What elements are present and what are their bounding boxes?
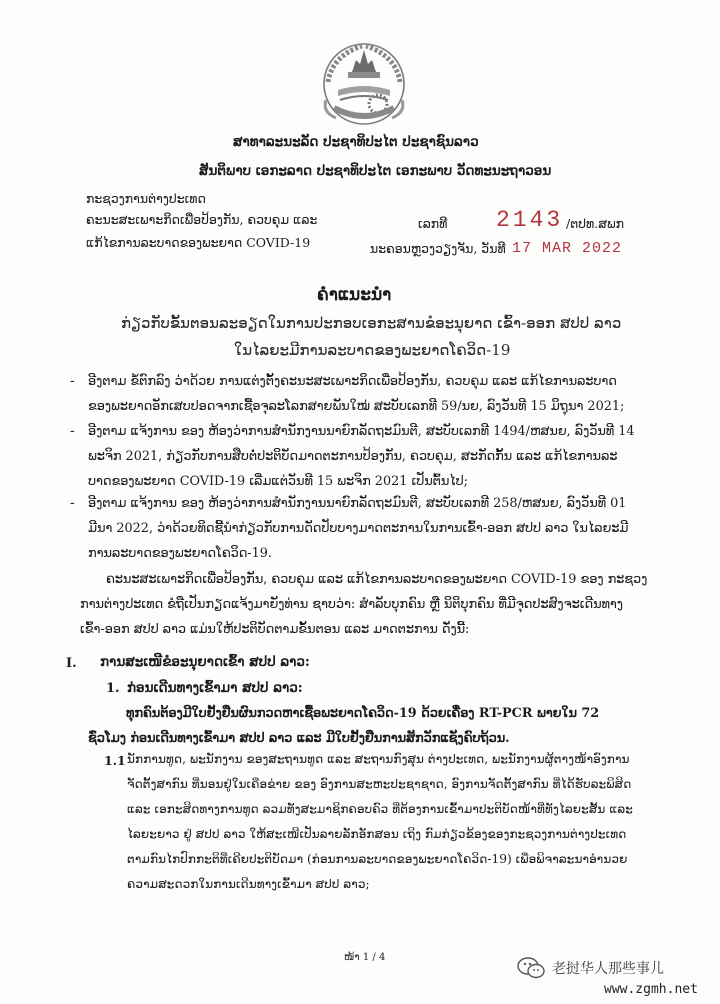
watermark-url: www.zgmh.net (604, 982, 698, 997)
taskforce-name-cont: ແກ້ໄຂການລະບາດຂອງພະຍາດ COVID-19 (86, 235, 311, 250)
reference-suffix: /ຕປທ.ສພກ (566, 216, 624, 231)
subsection-number: 1. (106, 681, 120, 696)
ministry-name: ກະຊວງການຕ່າງປະເທດ (86, 191, 206, 206)
reference-item-1: ອີງຕາມ ຂໍ້ຕົກລົງ ວ່າດ້ວຍ ການແຕ່ງຕັ້ງຄະນະສະເພາະກິດເພື່ອປ້ອງກັນ, ຄວບຄຸມ ແລະ ແກ້ໄຂການລະບາດ ຂອງພະຍາດອັກເສບປອດຈາກເຊື້ອຈຸລະໂລກສາຍພັນໃໝ່ ສະບັບເລກທີ 59/ນຍ, ລົງວັນທີ 15 ມິຖຸນາ 2021; (88, 374, 625, 414)
taskforce-name: ຄະນະສະເພາະກິດເພື່ອປ້ອງກັນ, ຄວບຄຸມ ແລະ (86, 212, 318, 227)
reference-item-2: ອີງຕາມ ແຈ້ງການ ຂອງ ຫ້ອງວ່າການສຳນັກງານນາຍົກລັດຖະມົນຕີ, ສະບັບເລກທີ 1494/ຫສນຍ, ລົງວັນທີ 14 ພະຈິກ 2021, ກ່ຽວກັບການສືບຕໍ່ປະຕິບັດມາດຕະການປ້ອງກັນ, ຄວບຄຸມ, ສະກັດກັ້ນ ແລະ ແກ້ໄຂການລະ ບາດຂອງພະຍາດ COVID-19 ເລີ່ມແຕ່ວັນທີ 15 ພະຈິກ 2021 ເປັນຕົ້ນໄປ; (88, 424, 635, 489)
intro-first-line: ຄະນະສະເພາະກິດເພື່ອປ້ອງກັນ, ຄວບຄຸມ ແລະ ແກ້ໄຂການລະບາດຂອງພະຍາດ COVID-19 ຂອງ ກະຊວງ (106, 572, 648, 587)
subsection-heading: ກ່ອນເດີນທາງເຂົ້າມາ ສປປ ລາວ: (127, 680, 303, 696)
wechat-icon (516, 956, 546, 980)
date-stamp: 17 MAR 2022 (512, 240, 623, 257)
reference-item-3: ອີງຕາມ ແຈ້ງການ ຂອງ ຫ້ອງວ່າການສຳນັກງານນາຍົກລັດຖະມົນຕີ, ສະບັບເລກທີ 258/ຫສນຍ, ລົງວັນທີ 01 ມີນາ 2022, ວ່າດ້ວຍທິດຊີ້ນຳກ່ຽວກັບການດັດປັບບາງມາດຕະການໃນການເຂົ້າ-ອອກ ສປປ ລາວ ໃນໄລຍະມີ ການລະບາດຂອງພະຍາດໂຄວິດ-19. (88, 496, 629, 561)
country-name: ສາທາລະນະລັດ ປະຊາທິປະໄຕ ປະຊາຊົນລາວ (233, 134, 479, 150)
reference-label: ເລກທີ (418, 216, 448, 231)
reference-bullet: - (70, 373, 75, 389)
test-requirement: ທຸກຄົນຕ້ອງມີໃບຢັ້ງຢືນຜົນກວດຫາເຊື້ອພະຍາດໂຄວິດ-19 ດ້ວຍເຄື່ອງ RT-PCR ພາຍໃນ 72 ຊົ່ວໂມງ ກ່ອນເດີນທາງເຂົ້າມາ ສປປ ລາວ ແລະ ມີໃບຢັ້ງຢືນການສັກວັກແຊັງຄົບຖ້ວນ. (88, 706, 600, 746)
reference-bullet: - (70, 423, 75, 439)
lao-national-emblem (314, 38, 414, 126)
section-heading: ການສະເໜີຂໍອະນຸຍາດເຂົ້າ ສປປ ລາວ: (100, 654, 310, 670)
document-subtitle-cont: ໃນໄລຍະມີການລະບາດຂອງພະຍາດໂຄວິດ-19 (234, 341, 511, 359)
item-number: 1.1 (104, 753, 126, 768)
country-motto: ສັນຕິພາບ ເອກະລາດ ປະຊາທິປະໄຕ ເອກະພາບ ວັດທະນະຖາວອນ (199, 163, 552, 179)
place-date-label: ນະຄອນຫຼວງວຽງຈັນ, ວັນທີ (370, 241, 506, 256)
document-title: ຄຳແນະນຳ (317, 285, 392, 305)
reference-bullet: - (70, 495, 75, 511)
watermark-text: 老挝华人那些事儿 (552, 961, 664, 977)
item-1-1-body: ນັກການທູດ, ພະນັກງານ ຂອງສະຖານທູດ ແລະ ສະຖານກົງສຸນ ຕ່າງປະເທດ, ພະນັກງານຜູ້ຕາງໜ້າອົງການ ຈັດຕັ້ງສາກົນ ທີ່ນອນຢູ່ໃນເຄືອຂ່າຍ ຂອງ ອົງການສະຫະປະຊາຊາດ, ອົງການຈັດຕັ້ງສາກົນ ທີ່ໄດ້ຮັບລະພິສິດ ແລະ ເອກະສິດທາງການທູດ ລວມທັງສະມາຊິກຄອບຄົວ ທີ່ຕ້ອງການເຂົ້າມາປະຕິບັດໜ້າທີ່ທັງໄລຍະສັ້ນ ແລະ ໄລຍະຍາວ ຢູ່ ສປປ ລາວ ໃຫ້ສະເໜີເປັນລາຍລັກອັກສອນ ເຖິງ ກົມກ່ຽວຂ້ອງຂອງກະຊວງການຕ່າງປະເທດ ຕາມກົນໄກປົກກະຕິທີ່ເຄີຍປະຕິບັດມາ (ກ່ອນການລະບາດຂອງພະຍາດໂຄວິດ-19) ເພື່ອພິຈາລະນາອຳນວຍ ຄວາມສະດວກໃນການເດີນທາງເຂົ້າມາ ສປປ ລາວ; (127, 752, 633, 891)
page-number: ໜ້າ 1 / 4 (344, 952, 386, 963)
document-subtitle: ກ່ຽວກັບຂັ້ນຕອນລະອຽດໃນການປະກອບເອກະສານຂໍອະນຸຍາດ ເຂົ້າ-ອອກ ສປປ ລາວ (121, 314, 622, 332)
section-numeral: I. (66, 656, 77, 671)
intro-body: ການຕ່າງປະເທດ ຂໍຖືເປັນກຽດແຈ້ງມາຍັງທ່ານ ຊາບວ່າ: ສຳລັບບຸກຄົນ ຫຼື ນິຕິບຸກຄົນ ທີ່ມີຈຸດປະສົງຈະເດີນທາງ ເຂົ້າ-ອອກ ສປປ ລາວ ແມ່ນໃຫ້ປະຕິບັດຕາມຂັ້ນຕອນ ແລະ ມາດຕະການ ດັ່ງນີ້: (80, 597, 623, 637)
reference-number: 2143 (496, 207, 564, 233)
